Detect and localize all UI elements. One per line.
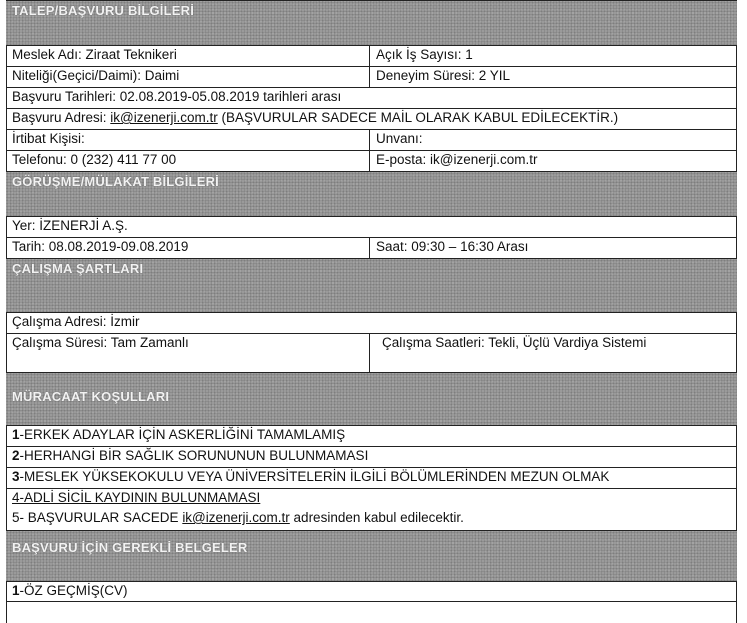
kosul-5-email-link[interactable]: ik@izenerji.com.tr [182, 510, 290, 525]
table-row [6, 87, 737, 108]
adres-note: (BAŞVURULAR SADECE MAİL OLARAK KABUL EDİLECEKTİR.) [217, 110, 619, 125]
list-item [6, 446, 737, 467]
section-header-calisma [6, 258, 737, 312]
yer-cell: Yer: İZENERJİ A.Ş. [12, 218, 128, 233]
table-row [6, 237, 737, 258]
section-header-muracaat [6, 372, 737, 425]
kosul-text: -ERKEK ADAYLAR İÇİN ASKERLİĞİNİ TAMAMLAMIŞ [19, 427, 346, 442]
nitelik-cell: Niteliği(Geçici/Daimi): Daimi [6, 67, 370, 87]
kosul-5 [6, 509, 737, 529]
table-row [6, 129, 737, 150]
unvan-cell: Unvanı: [376, 131, 423, 146]
table-row [6, 108, 737, 129]
kosul-3 [6, 468, 737, 488]
table-row [6, 45, 737, 66]
list-item [6, 425, 737, 446]
table-row [6, 216, 737, 237]
kosul-number: 2 [12, 448, 20, 463]
calisma-sure-cell: Çalışma Süresi: Tam Zamanlı [6, 334, 370, 372]
belge-1 [6, 582, 737, 601]
belge-text: -ÖZ GEÇMİŞ(CV) [19, 583, 128, 598]
section-header-gorusme [6, 171, 737, 216]
gorusme-tarih-cell: Tarih: 08.08.2019-09.08.2019 [6, 238, 370, 258]
kosul-5-post: adresinden kabul edilecektir. [289, 510, 464, 525]
section-title: MÜRACAAT KOŞULLARI [12, 389, 170, 404]
kosul-4-5-block [6, 489, 737, 530]
section-header-belgeler [6, 530, 737, 581]
kosul-1 [6, 426, 737, 446]
table-row [6, 333, 737, 372]
adres-label: Başvuru Adresi: [12, 110, 111, 125]
section-title: BAŞVURU İÇİN GEREKLİ BELGELER [12, 540, 248, 555]
basvuru-adres-cell [6, 109, 737, 129]
section-header-talep [6, 0, 737, 45]
kosul-2 [6, 447, 737, 467]
kosul-number: 1 [12, 427, 20, 442]
adres-email-link[interactable]: ik@izenerji.com.tr [110, 110, 218, 125]
section-title: TALEP/BAŞVURU BİLGİLERİ [12, 3, 195, 18]
kosul-text: -MESLEK YÜKSEKOKULU VEYA ÜNİVERSİTELERİN İLGİLİ BÖLÜMLERİNDEN MEZUN OLMAK [19, 469, 610, 484]
meslek-cell: Meslek Adı: Ziraat Teknikeri [6, 46, 370, 66]
list-item [6, 488, 737, 530]
calisma-adres-cell: Çalışma Adresi: İzmir [12, 314, 140, 329]
table-row [6, 150, 737, 171]
section-title: GÖRÜŞME/MÜLAKAT BİLGİLERİ [12, 174, 219, 189]
section-title: ÇALIŞMA ŞARTLARI [12, 261, 144, 276]
list-item [6, 581, 737, 602]
saat-cell: Saat: 09:30 – 16:30 Arası [376, 239, 529, 254]
eposta-cell: E-posta: ik@izenerji.com.tr [376, 152, 538, 167]
deneyim-cell: Deneyim Süresi: 2 YIL [376, 68, 511, 83]
telefon-cell: Telefonu: 0 (232) 411 77 00 [6, 151, 370, 171]
list-item [6, 467, 737, 488]
irtibat-cell: İrtibat Kişisi: [6, 130, 370, 150]
kosul-5-pre: 5- BAŞVURULAR SACEDE [12, 510, 183, 525]
acik-is-cell: Açık İş Sayısı: 1 [376, 47, 473, 62]
kosul-number: 3 [12, 469, 20, 484]
table-row [6, 312, 737, 333]
kosul-4: 4-ADLİ SİCİL KAYDININ BULUNMAMASI [12, 490, 261, 505]
basvuru-tarih-cell: Başvuru Tarihleri: 02.08.2019-05.08.2019 tarihleri arası [12, 89, 342, 104]
belge-number: 1 [12, 583, 20, 598]
kosul-text: -HERHANGİ BİR SAĞLIK SORUNUNUN BULUNMAMASI [19, 448, 369, 463]
calisma-saat-cell: Çalışma Saatleri: Tekli, Üçlü Vardiya Sistemi [382, 335, 647, 350]
table-row [6, 66, 737, 87]
